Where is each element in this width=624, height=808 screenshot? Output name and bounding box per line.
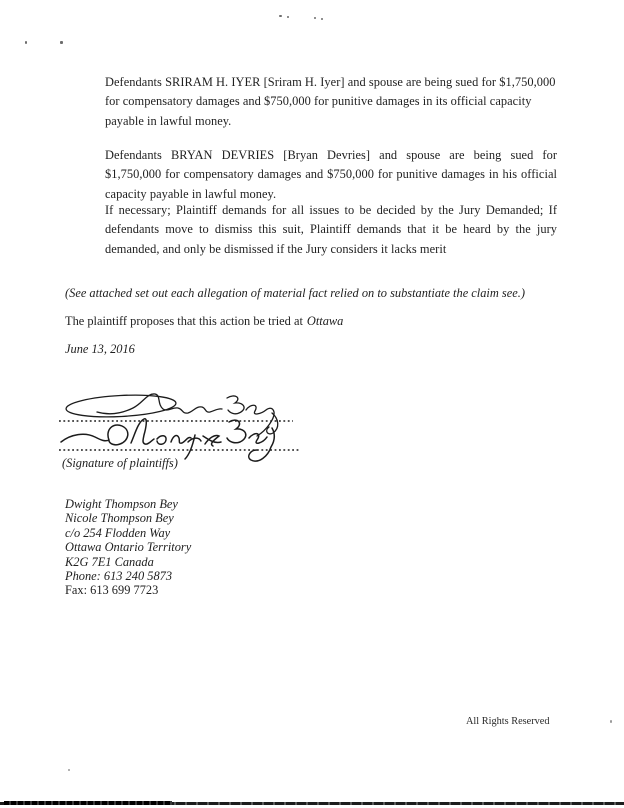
scan-speckle: [321, 18, 323, 20]
paragraph-defendant-devries: Defendants BRYAN DEVRIES [Bryan Devries] and spouse are being sued for $1,750,000 for compensatory damages and $750,000 for punitive damages in his official capacity payable in lawful money.: [105, 148, 557, 201]
date-line: June 13, 2016: [65, 342, 135, 356]
trial-location-line: [65, 312, 343, 331]
scan-speckle: [279, 15, 282, 17]
scan-speckle: [68, 769, 70, 771]
paragraph-jury-demand: If necessary; Plaintiff demands for all issues to be decided by the Jury Demanded; If defendants move to dismiss this suit, Plaintiff demands that it be heard by the jury demanded, and only be dismissed if the Jury considers it lacks merit: [105, 203, 557, 256]
scan-speckle: [60, 41, 63, 44]
footer-rights: All Rights Reserved: [466, 716, 550, 727]
plaintiff-address-block: [65, 497, 191, 598]
signature-handwriting-1: [66, 393, 278, 436]
address-line-name-2: Nicole Thompson Bey: [65, 511, 174, 526]
scan-speckle: [25, 41, 27, 44]
address-line-fax: Fax: 613 699 7723: [65, 583, 159, 598]
trial-location-city: Ottawa: [306, 314, 344, 328]
address-line-city: Ottawa Ontario Territory: [65, 540, 192, 555]
address-line-name-1: Dwight Thompson Bey: [65, 497, 178, 511]
paragraph-defendant-iyer: Defendants SRIRAM H. IYER [Sriram H. Iyer] and spouse are being sued for $1,750,000 for compensatory damages and $750,000 for punitive damages in its official capacity payable in lawful money.: [105, 75, 556, 128]
scanner-edge-line-dark-segment: [4, 801, 172, 805]
signature-caption: (Signature of plaintiffs): [62, 456, 178, 470]
address-line-street: c/o 254 Flodden Way: [65, 525, 171, 540]
scan-speckle: [314, 17, 316, 19]
address-line-postal: K2G 7E1 Canada: [65, 554, 154, 569]
trial-location-text: The plaintiff proposes that this action be tried at: [65, 314, 303, 328]
attachment-note: (See attached set out each allegation of material fact relied on to substantiate the claim see.): [65, 286, 525, 300]
address-line-phone: Phone: 613 240 5873: [65, 569, 173, 584]
scan-speckle: [287, 16, 289, 18]
scan-speckle: [610, 720, 612, 723]
signature-handwriting-2: [61, 419, 274, 461]
